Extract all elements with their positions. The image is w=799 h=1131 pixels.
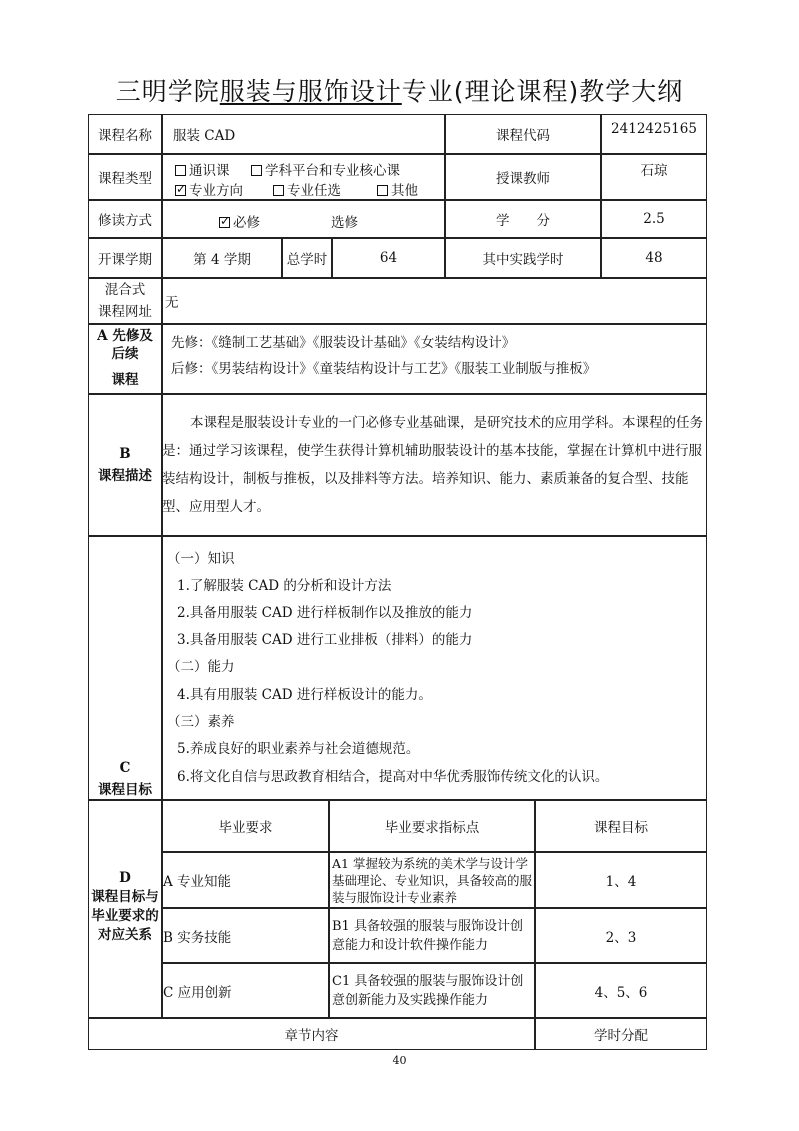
total-hours-label: 总学时 [282, 238, 332, 278]
hours-allocation-header: 学时分配 [535, 1018, 707, 1050]
checkbox-icon [377, 185, 388, 196]
mapping-point-a: A1 掌握较为系统的美术学与设计学基础理论、专业知识，具备较高的服装与服饰设计专业素养 [329, 852, 535, 908]
prereq-after: 后修：《男装结构设计》《童装结构设计与工艺》《服装工业制版与推板》 [171, 361, 597, 377]
chapter-content-header: 章节内容 [88, 1018, 535, 1050]
practice-hours-label: 其中实践学时 [445, 238, 601, 278]
page-number: 40 [392, 1054, 407, 1067]
mapping-label: D 课程目标与 毕业要求的 对应关系 [88, 800, 162, 1018]
course-type-label: 课程类型 [88, 154, 162, 200]
semester-label: 开课学期 [88, 238, 162, 278]
mapping-req-a: A 专业知能 [162, 852, 329, 908]
option-general[interactable]: 通识课 [175, 159, 230, 179]
goal-item: 4.具有用服装 CAD 进行样板设计的能力。 [177, 687, 432, 703]
mapping-point-c: C1 具备较强的服装与服饰设计创意创新能力及实践操作能力 [329, 963, 535, 1018]
mapping-point-b: B1 具备较强的服装与服饰设计创意能力和设计软件操作能力 [329, 908, 535, 963]
option-required[interactable]: ✓ 必修 [219, 211, 260, 231]
goal-item: 1.了解服装 CAD 的分析和设计方法 [177, 578, 392, 594]
mapping-req-c: C 应用创新 [162, 963, 329, 1018]
checkbox-icon [175, 165, 186, 176]
credit-label: 学 分 [445, 200, 601, 238]
course-name-label: 课程名称 [88, 114, 162, 154]
goal-heading-quality: （三）素养 [167, 714, 235, 730]
semester-value: 第 4 学期 [162, 238, 282, 278]
mapping-goal-c: 4、5、6 [535, 963, 707, 1018]
goal-item: 3.具备用服装 CAD 进行工业排板（排料）的能力 [177, 632, 473, 648]
page-title [0, 72, 799, 108]
checkbox-icon [273, 185, 284, 196]
hybrid-url-label: 混合式 课程网址 [88, 278, 162, 324]
course-code-label: 课程代码 [445, 114, 601, 154]
goal-item: 2.具备用服装 CAD 进行样板制作以及推放的能力 [177, 605, 473, 621]
study-mode-options [162, 200, 445, 238]
total-hours-value: 64 [332, 238, 445, 278]
title-suffix: 专业(理论课程)教学大纲 [401, 77, 684, 106]
goal-heading-ability: （二）能力 [167, 659, 235, 675]
prereq-content [162, 324, 707, 394]
goals-label: C 课程目标 [88, 536, 162, 800]
title-prefix: 三明学院 [115, 77, 220, 106]
prereq-before: 先修：《缝制工艺基础》《服装设计基础》《女装结构设计》 [171, 335, 516, 351]
mapping-goal-b: 2、3 [535, 908, 707, 963]
course-type-options [162, 154, 445, 200]
option-optional[interactable]: 专业任选 [273, 179, 341, 199]
option-elective[interactable]: 选修 [331, 215, 358, 231]
study-mode-label: 修读方式 [88, 200, 162, 238]
mapping-header-point: 毕业要求指标点 [329, 800, 535, 852]
goal-item: 5.养成良好的职业素养与社会道德规范。 [177, 741, 420, 757]
checkbox-checked-icon [175, 185, 186, 196]
mapping-header-req: 毕业要求 [162, 800, 329, 852]
hybrid-url-value: 无 [162, 278, 707, 324]
option-core[interactable]: 学科平台和专业核心课 [251, 159, 400, 179]
title-major: 服装与服饰设计 [219, 77, 402, 106]
course-code-value: 2412425165 [601, 114, 707, 154]
description-label: B 课程描述 [88, 394, 162, 536]
mapping-req-b: B 实务技能 [162, 908, 329, 963]
option-other[interactable]: 其他 [377, 179, 418, 199]
goal-heading-knowledge: （一）知识 [167, 551, 235, 567]
goal-item: 6.将文化自信与思政教育相结合，提高对中华优秀服饰传统文化的认识。 [177, 769, 609, 785]
teacher-value: 石琼 [601, 154, 707, 200]
practice-hours-value: 48 [601, 238, 707, 278]
course-name-value: 服装 CAD [162, 114, 445, 154]
mapping-header-goal: 课程目标 [535, 800, 707, 852]
goals-content [162, 536, 707, 800]
checkbox-checked-icon [219, 217, 230, 228]
teacher-label: 授课教师 [445, 154, 601, 200]
mapping-goal-a: 1、4 [535, 852, 707, 908]
option-direction[interactable]: ✓专业方向 [175, 179, 243, 199]
description-text: 本课程是服装设计专业的一门必修专业基础课，是研究技术的应用学科。本课程的任务是：通过学习该课程，使学生获得计算机辅助服装设计的基本技能，掌握在计算机中进行服装结构设计，制板与推板，以及排料等方法。培养知识、能力、素质兼备的复合型、技能型、应用型人才。 [162, 415, 703, 515]
credit-value: 2.5 [601, 200, 707, 238]
prereq-label: A 先修及后续 课程 [88, 324, 162, 394]
checkbox-icon [251, 165, 262, 176]
